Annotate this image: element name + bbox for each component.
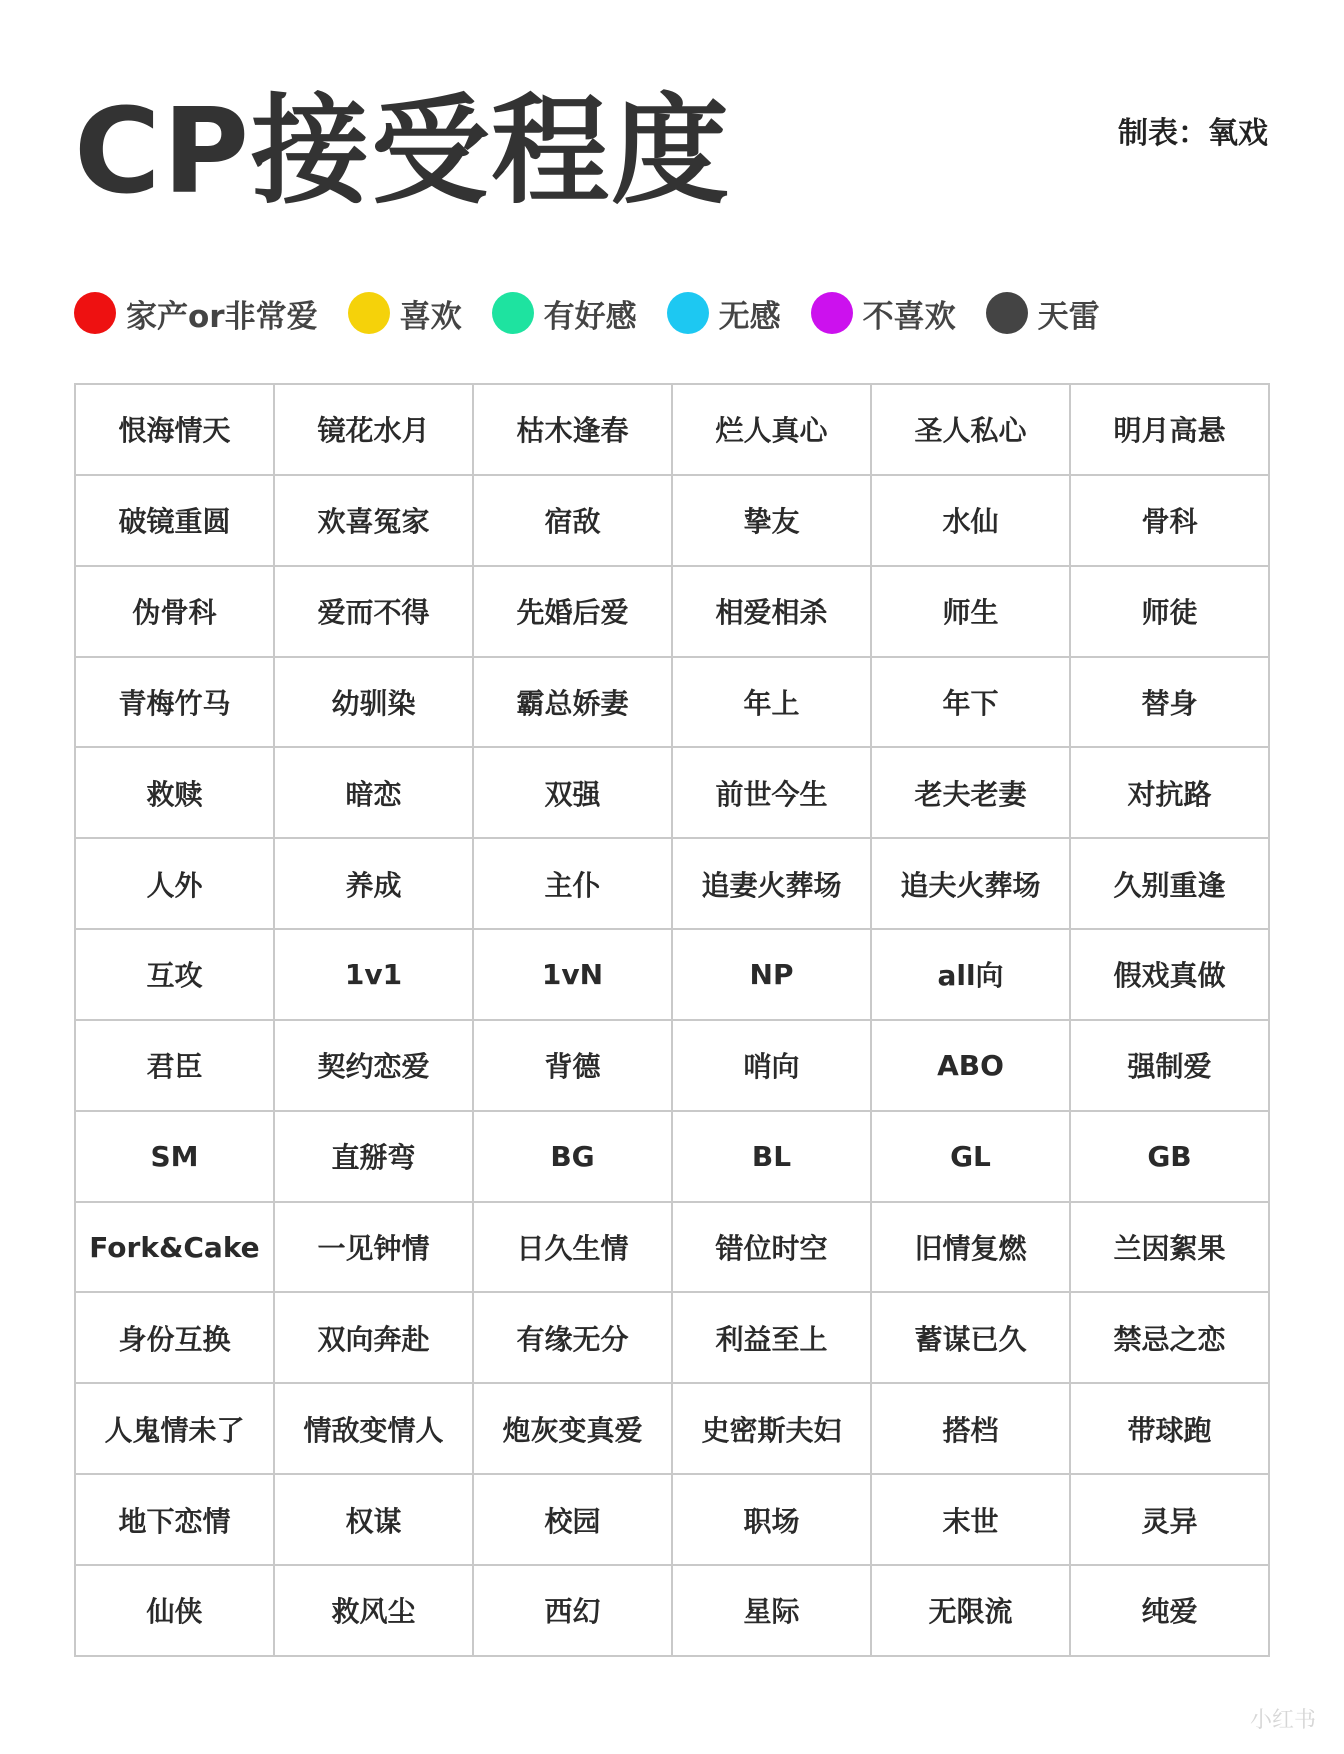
grid-cell[interactable]: 师生 xyxy=(871,566,1070,657)
grid-cell[interactable]: 互攻 xyxy=(75,929,274,1020)
grid-cell[interactable]: 幼驯染 xyxy=(274,657,473,748)
grid-cell[interactable]: 蓄谋已久 xyxy=(871,1292,1070,1383)
grid-cell[interactable]: 日久生情 xyxy=(473,1202,672,1293)
grid-cell[interactable]: 带球跑 xyxy=(1070,1383,1269,1474)
grid-cell[interactable]: 权谋 xyxy=(274,1474,473,1565)
grid-cell[interactable]: 先婚后爱 xyxy=(473,566,672,657)
grid-cell[interactable]: 宿敌 xyxy=(473,475,672,566)
legend-label: 不喜欢 xyxy=(862,298,956,335)
legend-item-hate xyxy=(986,291,1100,336)
grid-cell[interactable]: 青梅竹马 xyxy=(75,657,274,748)
grid-cell[interactable]: 假戏真做 xyxy=(1070,929,1269,1020)
grid-cell[interactable]: 禁忌之恋 xyxy=(1070,1292,1269,1383)
grid-cell[interactable]: BG xyxy=(473,1111,672,1202)
cyan-dot-icon xyxy=(667,292,709,334)
dark-gray-dot-icon xyxy=(986,292,1028,334)
grid-cell[interactable]: 灵异 xyxy=(1070,1474,1269,1565)
grid-cell[interactable]: 年上 xyxy=(672,657,871,748)
grid-cell[interactable]: 伪骨科 xyxy=(75,566,274,657)
grid-cell[interactable]: 搭档 xyxy=(871,1383,1070,1474)
table-row xyxy=(75,1111,1269,1202)
table-row xyxy=(75,1565,1269,1656)
table-row xyxy=(75,1202,1269,1293)
grid-cell[interactable]: 西幻 xyxy=(473,1565,672,1656)
legend-label: 无感 xyxy=(718,298,781,335)
grid-cell[interactable]: BL xyxy=(672,1111,871,1202)
grid-cell[interactable]: 星际 xyxy=(672,1565,871,1656)
table-row xyxy=(75,838,1269,929)
grid-cell[interactable]: 双向奔赴 xyxy=(274,1292,473,1383)
grid-cell[interactable]: 明月高悬 xyxy=(1070,384,1269,475)
grid-cell[interactable]: 1vN xyxy=(473,929,672,1020)
grid-cell[interactable]: 直掰弯 xyxy=(274,1111,473,1202)
grid-cell[interactable]: 无限流 xyxy=(871,1565,1070,1656)
grid-cell[interactable]: 校园 xyxy=(473,1474,672,1565)
purple-dot-icon xyxy=(811,292,853,334)
grid-cell[interactable]: 职场 xyxy=(672,1474,871,1565)
legend-item-like xyxy=(348,291,462,336)
grid-cell[interactable]: 1v1 xyxy=(274,929,473,1020)
grid-cell[interactable]: 水仙 xyxy=(871,475,1070,566)
grid-cell[interactable]: 追夫火葬场 xyxy=(871,838,1070,929)
grid-cell[interactable]: 烂人真心 xyxy=(672,384,871,475)
table-row xyxy=(75,1292,1269,1383)
table-row xyxy=(75,566,1269,657)
grid-cell[interactable]: 史密斯夫妇 xyxy=(672,1383,871,1474)
grid-cell[interactable]: 一见钟情 xyxy=(274,1202,473,1293)
grid-cell[interactable]: 末世 xyxy=(871,1474,1070,1565)
grid-cell[interactable]: 年下 xyxy=(871,657,1070,748)
grid-cell[interactable]: 仙侠 xyxy=(75,1565,274,1656)
grid-cell[interactable]: 炮灰变真爱 xyxy=(473,1383,672,1474)
grid-cell[interactable]: 对抗路 xyxy=(1070,747,1269,838)
grid-cell[interactable]: 爱而不得 xyxy=(274,566,473,657)
grid-cell[interactable]: 契约恋爱 xyxy=(274,1020,473,1111)
grid-cell[interactable]: 强制爱 xyxy=(1070,1020,1269,1111)
legend-item-dislike xyxy=(811,291,956,336)
grid-cell[interactable]: NP xyxy=(672,929,871,1020)
grid-cell[interactable]: 救赎 xyxy=(75,747,274,838)
table-row xyxy=(75,384,1269,475)
legend-item-fond xyxy=(492,291,637,336)
grid-cell[interactable]: 纯爱 xyxy=(1070,1565,1269,1656)
legend-label: 有好感 xyxy=(543,298,637,335)
grid-cell[interactable]: 有缘无分 xyxy=(473,1292,672,1383)
grid-cell[interactable]: 君臣 xyxy=(75,1020,274,1111)
grid-cell[interactable]: GB xyxy=(1070,1111,1269,1202)
grid-cell[interactable]: 背德 xyxy=(473,1020,672,1111)
legend-item-love xyxy=(74,291,318,336)
grid-cell[interactable]: 哨向 xyxy=(672,1020,871,1111)
grid-cell[interactable]: 利益至上 xyxy=(672,1292,871,1383)
trope-grid xyxy=(74,383,1270,1657)
grid-cell[interactable]: 镜花水月 xyxy=(274,384,473,475)
yellow-dot-icon xyxy=(348,292,390,334)
grid-cell[interactable]: GL xyxy=(871,1111,1070,1202)
grid-cell[interactable]: 养成 xyxy=(274,838,473,929)
legend-label: 喜欢 xyxy=(399,298,462,335)
grid-cell[interactable]: 人鬼情未了 xyxy=(75,1383,274,1474)
grid-cell[interactable]: 相爱相杀 xyxy=(672,566,871,657)
grid-cell[interactable]: 破镜重圆 xyxy=(75,475,274,566)
grid-cell[interactable]: Fork&Cake xyxy=(75,1202,274,1293)
red-dot-icon xyxy=(74,292,116,334)
grid-cell[interactable]: 师徒 xyxy=(1070,566,1269,657)
grid-cell[interactable]: ABO xyxy=(871,1020,1070,1111)
credit-label: 制表：氧戏 xyxy=(1118,116,1268,151)
table-row xyxy=(75,1020,1269,1111)
grid-cell[interactable]: SM xyxy=(75,1111,274,1202)
table-row xyxy=(75,929,1269,1020)
grid-cell[interactable]: 骨科 xyxy=(1070,475,1269,566)
grid-cell[interactable]: 错位时空 xyxy=(672,1202,871,1293)
grid-cell[interactable]: 霸总娇妻 xyxy=(473,657,672,748)
grid-cell[interactable]: 双强 xyxy=(473,747,672,838)
grid-cell[interactable]: 情敌变情人 xyxy=(274,1383,473,1474)
grid-cell[interactable]: 地下恋情 xyxy=(75,1474,274,1565)
table-row xyxy=(75,657,1269,748)
grid-cell[interactable]: 暗恋 xyxy=(274,747,473,838)
grid-cell[interactable]: 人外 xyxy=(75,838,274,929)
table-row xyxy=(75,475,1269,566)
grid-cell[interactable]: 久别重逢 xyxy=(1070,838,1269,929)
grid-cell[interactable]: 老夫老妻 xyxy=(871,747,1070,838)
table-row xyxy=(75,1474,1269,1565)
page-title: CP接受程度 xyxy=(74,82,732,220)
watermark: 小红书 xyxy=(1249,1708,1316,1733)
grid-cell[interactable]: 挚友 xyxy=(672,475,871,566)
grid-cell[interactable]: 圣人私心 xyxy=(871,384,1070,475)
grid-cell[interactable]: 替身 xyxy=(1070,657,1269,748)
grid-cell[interactable]: 兰因絮果 xyxy=(1070,1202,1269,1293)
green-dot-icon xyxy=(492,292,534,334)
legend xyxy=(74,291,1130,335)
grid-cell[interactable]: all向 xyxy=(871,929,1070,1020)
legend-item-neutral xyxy=(667,291,781,336)
grid-cell[interactable]: 枯木逢春 xyxy=(473,384,672,475)
grid-cell[interactable]: 前世今生 xyxy=(672,747,871,838)
table-row xyxy=(75,1383,1269,1474)
grid-cell[interactable]: 身份互换 xyxy=(75,1292,274,1383)
grid-cell[interactable]: 主仆 xyxy=(473,838,672,929)
grid-cell[interactable]: 旧情复燃 xyxy=(871,1202,1070,1293)
legend-label: 家产or非常爱 xyxy=(126,298,318,335)
grid-cell[interactable]: 欢喜冤家 xyxy=(274,475,473,566)
grid-cell[interactable]: 追妻火葬场 xyxy=(672,838,871,929)
grid-cell[interactable]: 恨海情天 xyxy=(75,384,274,475)
grid-cell[interactable]: 救风尘 xyxy=(274,1565,473,1656)
legend-label: 天雷 xyxy=(1037,298,1100,335)
table-row xyxy=(75,747,1269,838)
